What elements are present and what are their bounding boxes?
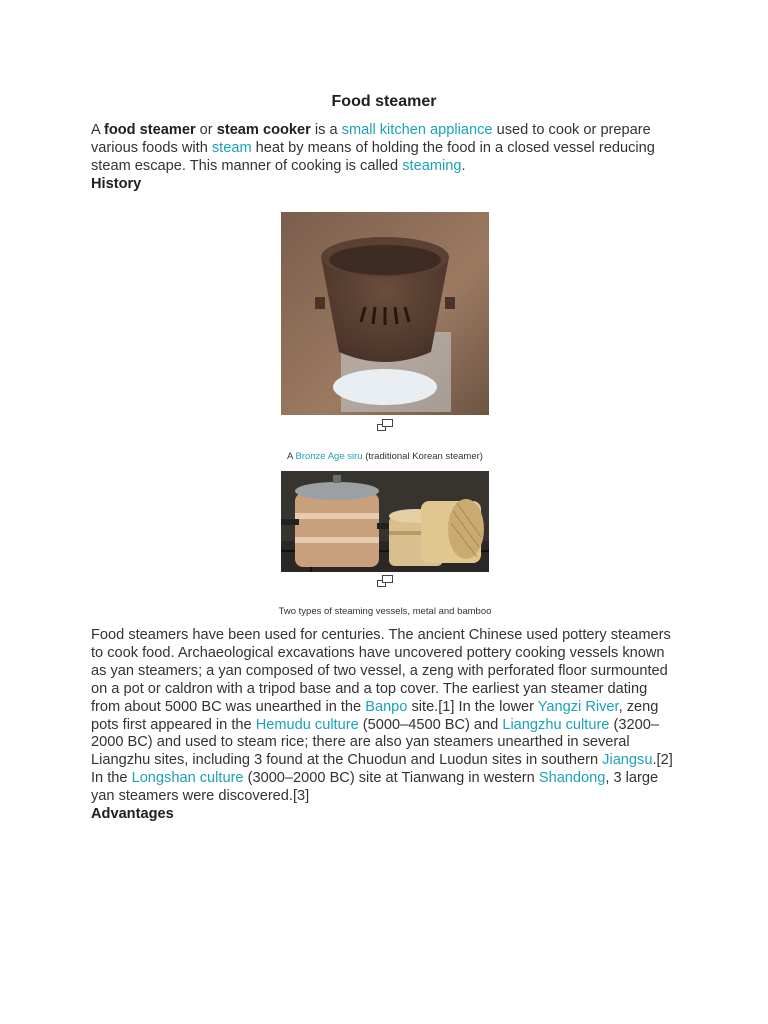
history-paragraph xyxy=(91,627,677,806)
intro-text: A xyxy=(91,122,104,138)
history-text: (3200–2000 BC) and used to steam rice; there are also yan steamers unearthed in several Liangzhu sites, including 3 found at the Chuodun and Luodun sites in southern xyxy=(91,716,659,769)
caption-text: (traditional Korean steamer) xyxy=(362,451,483,462)
intro-text: . xyxy=(461,157,466,174)
enlarge-icon[interactable] xyxy=(377,575,393,587)
history-text: , 3 large yan steamers were discovered.[3] xyxy=(91,770,659,805)
link-bronze-age-siru[interactable]: Bronze Age siru xyxy=(295,451,363,462)
history-text: (5000–4500 BC) and xyxy=(358,716,503,733)
advantages-heading: Advantages xyxy=(91,806,174,822)
link-jiangsu[interactable]: Jiangsu xyxy=(602,752,653,769)
intro-text: is a xyxy=(310,122,342,138)
link-shandong[interactable]: Shandong xyxy=(538,770,606,787)
history-text: .[2] In the xyxy=(91,752,673,787)
link-small-kitchen-appliance[interactable]: small kitchen appliance xyxy=(341,122,493,138)
link-longshan-culture[interactable]: Longshan culture xyxy=(131,770,244,787)
term-steam-cooker: steam cooker xyxy=(216,122,311,138)
intro-text: heat by means of holding the food in a closed vessel reducing steam escape. This manner of cooking is called xyxy=(91,139,655,174)
link-yangzi-river[interactable]: Yangzi River xyxy=(537,698,619,715)
history-text: site.[1] In the lower xyxy=(407,698,538,715)
intro-text: or xyxy=(195,122,217,138)
figure-caption: Two types of steaming vessels, metal and bamboo xyxy=(278,606,492,617)
history-text: , zeng pots first appeared in the xyxy=(91,698,659,733)
page-title: Food steamer xyxy=(331,93,437,110)
siru-photo[interactable] xyxy=(281,212,489,415)
figure-siru xyxy=(281,212,489,462)
link-banpo[interactable]: Banpo xyxy=(365,698,408,715)
link-hemudu-culture[interactable]: Hemudu culture xyxy=(255,716,359,733)
intro-paragraph xyxy=(91,122,677,176)
history-text: (3000–2000 BC) site at Tianwang in western xyxy=(243,770,539,787)
figure-caption xyxy=(241,451,529,462)
intro-text: used to cook or prepare various foods with xyxy=(91,122,651,156)
steamers-photo[interactable] xyxy=(281,471,489,572)
enlarge-icon[interactable] xyxy=(377,419,393,431)
history-text: Food steamers have been used for centuries. The ancient Chinese used pottery steamers to cook food. Archaeological excavations have uncovered pottery cooking vessels known as yan steamers; a yan composed of two vessel, a zeng with perforated floor surmounted on a pot or caldron with a tripod base and a top cover. The earliest yan steamer dating from about 5000 BC was unearthed in the xyxy=(91,627,671,715)
link-steam[interactable]: steam xyxy=(211,139,252,156)
term-food-steamer: food steamer xyxy=(103,122,196,138)
link-steaming[interactable]: steaming xyxy=(402,157,462,174)
link-liangzhu-culture[interactable]: Liangzhu culture xyxy=(502,716,610,733)
figure-steamers xyxy=(278,471,492,617)
history-heading: History xyxy=(91,176,142,192)
caption-text: A xyxy=(287,451,296,462)
